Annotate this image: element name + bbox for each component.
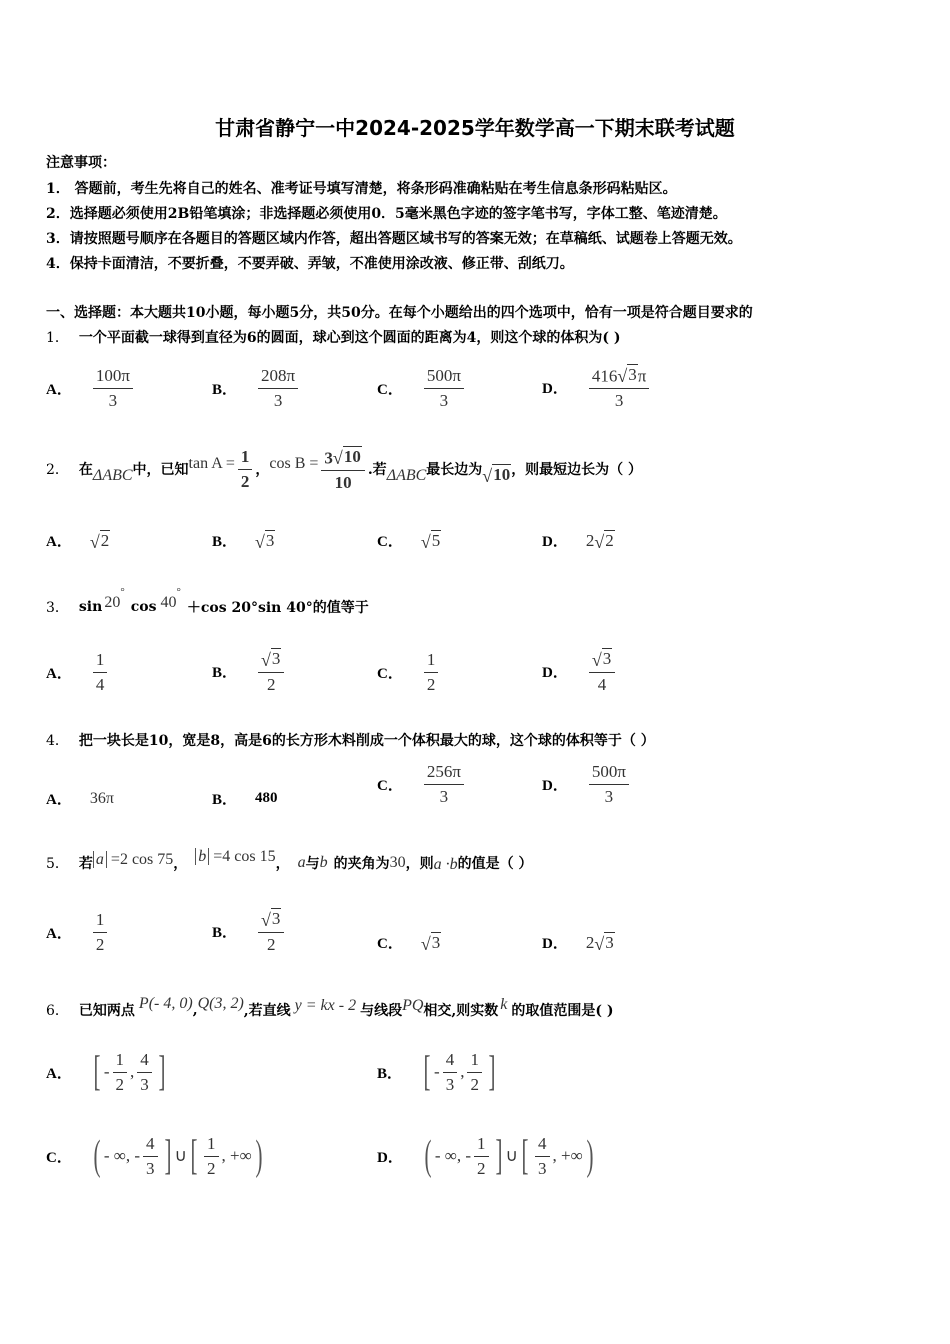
radicand: 3: [265, 531, 275, 551]
denominator: 3: [140, 1074, 149, 1094]
q4-option-b[interactable]: [212, 788, 278, 809]
numerator: 1: [238, 447, 253, 470]
text: .若: [367, 462, 387, 479]
q1-option-a[interactable]: [46, 366, 136, 410]
option-label: B．: [212, 924, 238, 941]
option-label: B．: [212, 534, 238, 550]
denominator: 2: [477, 1158, 486, 1178]
vector-b: b: [198, 848, 207, 865]
radical-icon: √: [591, 649, 602, 670]
tan-a: tan A =: [188, 455, 235, 473]
text: 与: [305, 856, 320, 872]
fraction: [321, 446, 364, 493]
pi: π: [637, 366, 647, 386]
section-heading: 一、选择题：本大题共10小题，每小题5分，共50分。在每个小题给出的四个选项中，恰有一项是符合题目要求的: [46, 305, 753, 321]
numerator: [321, 446, 364, 471]
denominator: 3: [445, 1074, 455, 1094]
denominator: 2: [95, 934, 105, 954]
angle: 30: [389, 854, 406, 871]
fraction: [93, 650, 108, 694]
neg-infinity: - ∞, -: [434, 1146, 472, 1166]
denominator: 3: [439, 786, 449, 806]
question-5: [46, 848, 533, 874]
sqrt: [255, 530, 275, 551]
q3-option-a[interactable]: [46, 650, 110, 694]
sqrt: [586, 530, 615, 551]
neg-infinity: - ∞, -: [103, 1146, 141, 1166]
coefficient: 416: [591, 366, 618, 386]
radicand: 3: [271, 909, 281, 928]
angle-value: 20: [104, 594, 121, 611]
fraction: [204, 1134, 219, 1178]
abs-a: [93, 851, 173, 869]
radicand: 3: [431, 933, 441, 953]
q5-option-d[interactable]: [542, 932, 615, 953]
question-number: 2．: [46, 462, 69, 479]
q5-option-a[interactable]: [46, 910, 110, 954]
denominator: 3: [604, 786, 614, 806]
option-label: C．: [377, 534, 403, 550]
question-text: 一个平面截一球得到直径为6的圆面，球心到这个圆面的距离为4，则这个球的体积为( ): [78, 330, 621, 346]
q1-option-b[interactable]: [212, 366, 301, 410]
vector-a: a: [297, 854, 306, 871]
text: ，: [255, 462, 270, 479]
text: ，则: [405, 856, 434, 872]
text: 的值是（ ）: [457, 856, 533, 872]
text: 与线段: [360, 1003, 403, 1019]
numerator: [258, 908, 284, 933]
radical-icon: √: [420, 933, 431, 954]
variable-k: k: [500, 996, 508, 1013]
option-label: D．: [542, 664, 568, 681]
q2-option-d[interactable]: [542, 530, 615, 551]
text: ，: [275, 856, 290, 872]
fraction: [424, 366, 464, 410]
numerator: 500π: [424, 366, 464, 389]
note-item-3: 3．请按照题号顺序在各题目的答题区域内作答，超出答题区域书写的答案无效；在草稿纸、试题卷上答题无效。: [46, 231, 742, 247]
question-number: 3．: [46, 600, 69, 616]
left-bracket-icon: [: [423, 1049, 431, 1096]
right-bracket-icon: ]: [488, 1049, 496, 1096]
text: ,: [192, 1002, 198, 1018]
text: 相交,则实数: [423, 1003, 499, 1019]
angle-1: [104, 586, 124, 612]
denominator: 3: [614, 391, 624, 411]
q4-option-d[interactable]: [542, 762, 632, 806]
coefficient: 2: [585, 932, 595, 952]
denominator: 3: [108, 390, 118, 410]
denominator: 3: [146, 1158, 155, 1178]
text: 已知两点: [78, 1003, 135, 1019]
note-item-2: 2．选择题必须使用2B铅笔填涂；非选择题必须使用0．5毫米黑色字迹的签字笔书写，字体工整、笔迹清楚。: [46, 206, 727, 222]
sqrt: [617, 364, 637, 385]
numerator: 1: [204, 1134, 219, 1157]
question-6: [46, 995, 614, 1020]
fraction: [474, 1134, 489, 1178]
minus: -: [434, 1062, 440, 1082]
denominator: 4: [597, 675, 607, 695]
expression: =2 cos 75: [106, 851, 174, 868]
left-bracket-icon: [: [190, 1133, 198, 1180]
question-text: ＋cos 20°sin 40°的值等于: [186, 600, 369, 616]
numerator: 100π: [93, 366, 133, 389]
fraction: [467, 1050, 482, 1094]
question-number: 5．: [46, 856, 69, 872]
text: 最长边为: [426, 462, 483, 479]
numerator: [258, 648, 284, 673]
q1-option-c[interactable]: [377, 366, 467, 410]
text: ，: [173, 856, 188, 872]
radicand: 5: [431, 531, 441, 551]
fraction: [238, 447, 253, 491]
fraction: [93, 910, 108, 954]
option-value: 480: [255, 790, 278, 806]
option-label: C．: [377, 777, 403, 794]
point-p: P(- 4, 0): [138, 995, 193, 1012]
numerator: 1: [93, 650, 108, 673]
option-label: A．: [46, 1065, 72, 1082]
numerator: 4: [137, 1050, 152, 1073]
fraction: [424, 762, 464, 806]
numerator: 1: [474, 1134, 489, 1157]
left-paren-icon: (: [93, 1133, 101, 1180]
radical-icon: √: [261, 649, 271, 670]
numerator: 4: [443, 1050, 458, 1073]
radical-icon: √: [594, 933, 605, 954]
numerator: 4: [143, 1134, 158, 1157]
fraction: [113, 1050, 128, 1094]
numerator: 256π: [424, 762, 464, 785]
segment-pq: PQ: [402, 997, 424, 1014]
interval: [421, 1134, 597, 1178]
fraction: [589, 364, 649, 411]
expression: =4 cos 15: [209, 848, 276, 865]
right-paren-icon: ): [255, 1133, 263, 1180]
radicand: 10: [493, 465, 511, 485]
option-label: D．: [377, 1149, 403, 1166]
radical-icon: √: [89, 531, 100, 552]
fraction: [589, 648, 615, 695]
option-label: A．: [46, 381, 72, 398]
text: 的取值范围是( ): [511, 1003, 614, 1019]
denominator: 2: [266, 675, 276, 695]
interval: [90, 1134, 266, 1178]
note-item-1: 1． 答题前，考生先将自己的姓名、准考证号填写清楚，将条形码准确粘贴在考生信息条形码粘贴区。: [46, 181, 677, 197]
text: ，则最短边长为（ ）: [511, 462, 643, 479]
left-bracket-icon: [: [521, 1133, 529, 1180]
fraction: [93, 366, 133, 410]
cos: cos: [130, 599, 157, 615]
coefficient: 3: [324, 448, 333, 468]
q2-option-b[interactable]: [212, 530, 275, 551]
denominator: 2: [207, 1158, 216, 1178]
fraction: [258, 366, 298, 410]
q3-option-c[interactable]: [377, 650, 441, 694]
denominator: 3: [273, 390, 283, 410]
numerator: 1: [424, 650, 439, 673]
sqrt: [482, 464, 511, 485]
option-label: A．: [46, 665, 72, 682]
question-number: 1．: [46, 330, 69, 346]
option-label: A．: [46, 534, 72, 550]
option-label: B．: [212, 664, 238, 681]
text: 中，已知: [132, 462, 189, 479]
dot-product: a ·b: [433, 856, 458, 873]
note-item-4: 4．保持卡面清洁，不要折叠，不要弄破、弄皱，不准使用涂改液、修正带、刮纸刀。: [46, 256, 574, 272]
coefficient: 2: [585, 530, 595, 550]
denominator: 2: [240, 471, 250, 491]
right-bracket-icon: ]: [158, 1049, 166, 1096]
fraction: [143, 1134, 158, 1178]
radical-icon: √: [420, 531, 431, 552]
fraction: [535, 1134, 550, 1178]
denominator: 4: [95, 674, 105, 694]
interval: [420, 1050, 499, 1094]
q6-option-c[interactable]: [46, 1134, 266, 1178]
pos-infinity: , +∞: [552, 1146, 583, 1166]
triangle: ΔABC: [386, 467, 427, 485]
option-value: 36π: [89, 789, 114, 807]
radicand: 2: [605, 531, 614, 551]
option-label: C．: [377, 665, 403, 682]
fraction: [424, 650, 439, 694]
question-number: 4．: [46, 733, 69, 749]
cos-b: cos B =: [269, 455, 319, 473]
option-label: A．: [46, 925, 72, 942]
degree: °: [120, 586, 125, 598]
numerator: [589, 648, 615, 673]
fraction: [258, 908, 284, 955]
option-label: A．: [46, 792, 72, 808]
option-label: D．: [542, 380, 568, 397]
q5-option-c[interactable]: [377, 932, 441, 953]
sqrt: [333, 446, 362, 467]
numerator: 1: [93, 910, 108, 933]
union-icon: ∪: [505, 1146, 518, 1166]
denominator: 3: [538, 1158, 547, 1178]
fraction: [443, 1050, 458, 1094]
numerator: 4: [535, 1134, 550, 1157]
angle-value: 40: [160, 594, 177, 611]
numerator: 208π: [258, 366, 298, 389]
q4-option-c[interactable]: [377, 762, 467, 806]
point-q: Q(3, 2): [197, 995, 244, 1012]
abs-b: [195, 848, 275, 866]
right-bracket-icon: ]: [495, 1133, 503, 1180]
radicand: 2: [100, 531, 110, 551]
sqrt: [592, 648, 612, 669]
option-label: D．: [542, 936, 568, 952]
denominator: 2: [426, 674, 436, 694]
fraction: [589, 762, 629, 806]
question-number: 6．: [46, 1003, 69, 1019]
page-title: 甘肃省静宁一中2024-2025学年数学高一下期末联考试题: [215, 116, 735, 140]
right-paren-icon: ): [586, 1133, 594, 1180]
fraction: [137, 1050, 152, 1094]
radical-icon: √: [332, 447, 343, 468]
q2-option-c[interactable]: [377, 530, 441, 551]
radicand: 3: [602, 649, 612, 668]
right-bracket-icon: ]: [164, 1133, 172, 1180]
denominator: 2: [470, 1074, 479, 1094]
notes-heading: 注意事项：: [46, 155, 116, 171]
question-4: [46, 730, 655, 750]
interval: [90, 1050, 169, 1094]
option-label: C．: [377, 381, 403, 398]
text: 若: [78, 856, 93, 872]
question-3: [46, 586, 369, 617]
question-1: [46, 327, 621, 347]
radical-icon: √: [261, 909, 271, 930]
vector-a: a: [95, 851, 104, 868]
radical-icon: √: [482, 465, 493, 486]
text: 在: [78, 462, 93, 479]
numerator: 1: [113, 1050, 128, 1073]
comma: ,: [130, 1062, 135, 1082]
sqrt: [90, 530, 110, 551]
radicand: 3: [628, 365, 637, 384]
sin: sin: [78, 599, 103, 615]
q6-option-b[interactable]: [377, 1050, 499, 1094]
option-label: C．: [377, 936, 403, 952]
option-label: C．: [46, 1149, 72, 1166]
sqrt: [421, 530, 441, 551]
vector-b: b: [319, 854, 328, 871]
angle-2: [160, 586, 180, 612]
comma: ,: [460, 1062, 465, 1082]
q3-option-d[interactable]: [542, 648, 618, 695]
text: 的夹角为: [333, 856, 390, 872]
numerator: [589, 364, 649, 389]
sqrt: [586, 932, 615, 953]
option-label: D．: [542, 534, 568, 550]
q6-option-d[interactable]: [377, 1134, 597, 1178]
radicand: 3: [605, 933, 614, 953]
sqrt: [261, 908, 281, 929]
q1-option-d[interactable]: [542, 364, 652, 411]
triangle: ΔABC: [92, 467, 133, 485]
fraction: [258, 648, 284, 695]
sqrt: [261, 648, 281, 669]
option-label: D．: [542, 777, 568, 794]
q4-option-a[interactable]: [46, 788, 114, 809]
radicand: 3: [271, 649, 281, 668]
denominator: 10: [334, 473, 352, 493]
question-text: 把一块长是10，宽是8，高是6的长方形木料削成一个体积最大的球，这个球的体积等于（ ）: [78, 733, 655, 749]
q5-option-b[interactable]: [212, 908, 287, 955]
denominator: 3: [439, 390, 449, 410]
text: ,若直线: [243, 1003, 291, 1019]
sqrt: [421, 932, 441, 953]
degree: °: [176, 586, 181, 598]
question-2: [46, 446, 642, 493]
option-label: B．: [377, 1065, 403, 1082]
option-label: B．: [212, 792, 238, 808]
radical-icon: √: [594, 531, 605, 552]
option-label: B．: [212, 381, 238, 398]
q3-option-b[interactable]: [212, 648, 287, 695]
radical-icon: √: [255, 531, 265, 552]
q2-option-a[interactable]: [46, 530, 110, 551]
numerator: 1: [467, 1050, 482, 1073]
radicand: 10: [343, 447, 361, 466]
numerator: 500π: [589, 762, 629, 785]
q6-option-a[interactable]: [46, 1050, 169, 1094]
minus: -: [103, 1062, 110, 1082]
union-icon: ∪: [174, 1146, 187, 1166]
line-equation: y = kx - 2: [294, 997, 357, 1014]
denominator: 2: [115, 1074, 125, 1094]
denominator: 2: [266, 935, 276, 955]
left-bracket-icon: [: [93, 1049, 101, 1096]
radical-icon: √: [617, 365, 628, 386]
pos-infinity: , +∞: [221, 1146, 252, 1166]
left-paren-icon: (: [424, 1133, 432, 1180]
